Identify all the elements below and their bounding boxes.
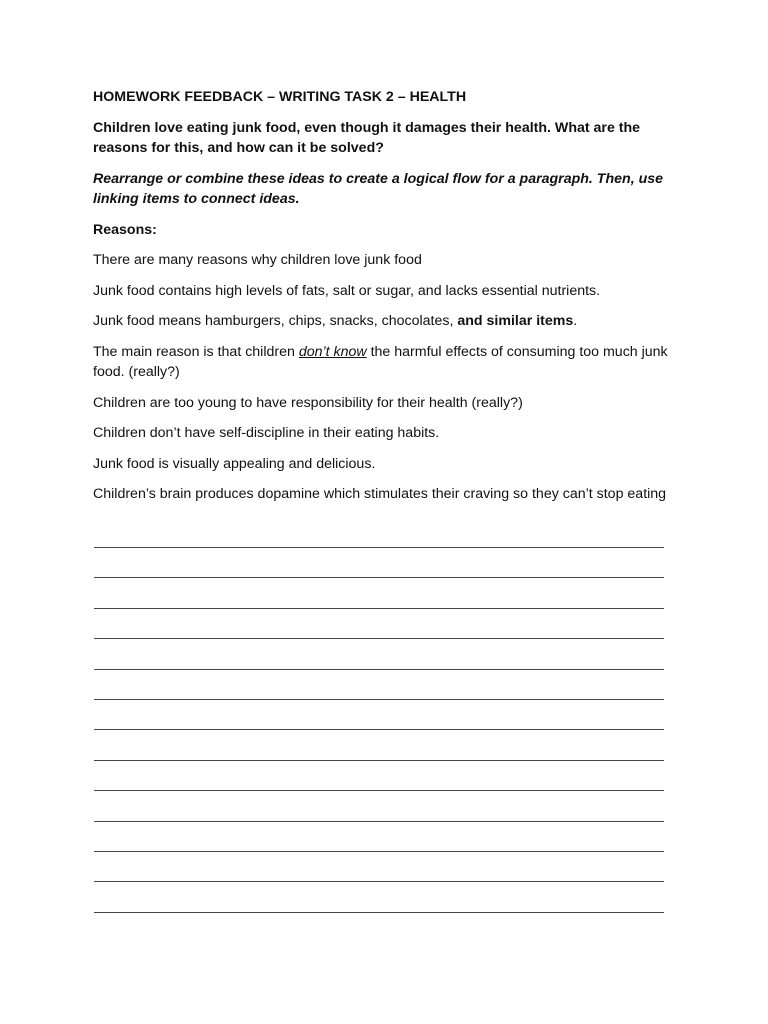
idea-item-4-emphasis: don’t know bbox=[298, 343, 367, 360]
idea-item-4 bbox=[93, 342, 678, 383]
idea-item-7: Junk food is visually appealing and delicious. bbox=[93, 455, 376, 472]
answer-line bbox=[94, 881, 664, 882]
task-instruction: Rearrange or combine these ideas to create a logical flow for a paragraph. Then, use linking items to connect ideas. bbox=[93, 170, 664, 207]
answer-line bbox=[94, 760, 664, 761]
worksheet-heading: HOMEWORK FEEDBACK – WRITING TASK 2 – HEALTH bbox=[93, 89, 467, 105]
idea-item-6: Children don’t have self-discipline in their eating habits. bbox=[93, 425, 440, 441]
idea-item-5: Children are too young to have responsibility for their health (really?) bbox=[93, 394, 523, 411]
answer-line bbox=[94, 608, 664, 609]
answer-line bbox=[94, 669, 664, 670]
idea-item-3 bbox=[93, 311, 678, 332]
idea-item-1: There are many reasons why children love junk food bbox=[93, 252, 422, 268]
essay-question: Children love eating junk food, even though it damages their health. What are the reasons for this, and how can it be solved? bbox=[93, 119, 641, 156]
worksheet bbox=[93, 87, 678, 515]
answer-line bbox=[94, 699, 664, 700]
idea-item-3-end: . bbox=[573, 313, 578, 329]
reasons-label: Reasons: bbox=[93, 221, 157, 238]
answer-line bbox=[94, 577, 664, 578]
idea-item-3-emphasis: and similar items bbox=[457, 313, 574, 329]
answer-line bbox=[94, 851, 664, 852]
idea-item-4-end: the harmful effects of consuming too much junk food. (really?) bbox=[93, 343, 668, 380]
idea-item-3-text: Junk food means hamburgers, chips, snacks, chocolates, bbox=[93, 313, 458, 329]
answer-line bbox=[94, 547, 664, 548]
answer-line bbox=[94, 729, 664, 730]
writing-lines bbox=[94, 547, 664, 942]
answer-line bbox=[94, 790, 664, 791]
idea-item-8: Children’s brain produces dopamine which stimulates their craving so they can’t stop eating bbox=[93, 486, 667, 502]
idea-item-4-text: The main reason is that children bbox=[93, 343, 299, 360]
answer-line bbox=[94, 821, 664, 822]
idea-item-2: Junk food contains high levels of fats, salt or sugar, and lacks essential nutrients. bbox=[93, 282, 601, 299]
answer-line bbox=[94, 638, 664, 639]
answer-line bbox=[94, 912, 664, 913]
